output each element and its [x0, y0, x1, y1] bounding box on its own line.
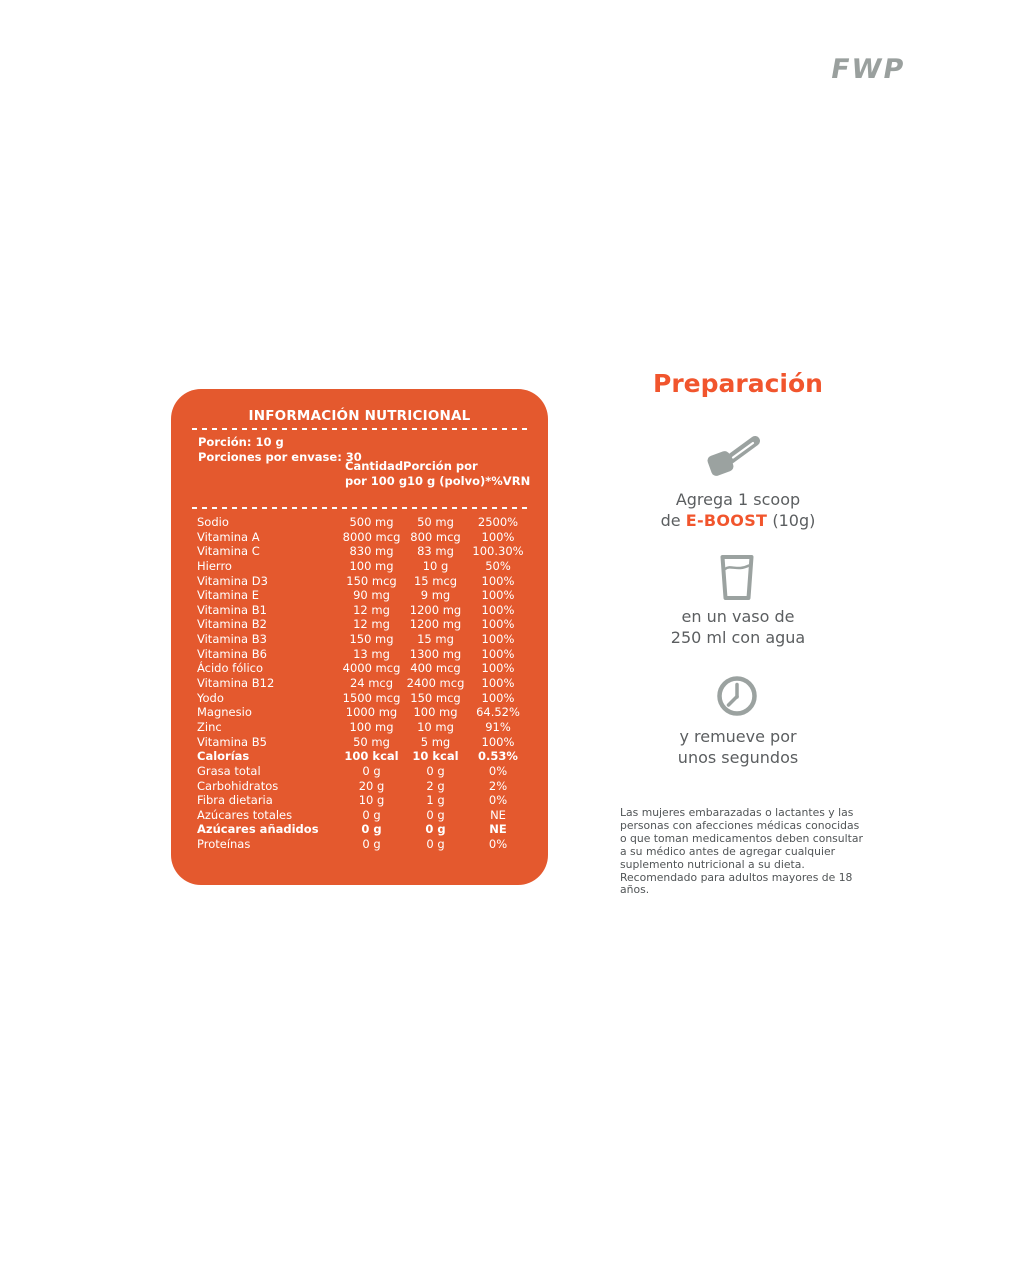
amount-per-portion: 1 g — [426, 793, 445, 808]
percent-vrn: 100% — [481, 734, 515, 749]
table-row — [171, 647, 548, 662]
table-row — [171, 749, 548, 764]
percent-vrn: NE — [489, 822, 507, 837]
step2-line1: en un vaso de — [681, 607, 795, 626]
scoop-icon — [706, 430, 764, 484]
brand-logo: FWP — [828, 54, 908, 85]
amount-per-100g: 24 mcg — [349, 676, 394, 691]
amount-per-100g: 90 mg — [353, 588, 390, 603]
amount-per-100g: 0 g — [362, 837, 381, 852]
amount-per-100g: 50 mg — [353, 734, 390, 749]
table-row — [171, 559, 548, 574]
table-row — [171, 617, 548, 632]
amount-per-portion: 2 g — [426, 778, 445, 793]
amount-per-100g: 100 mg — [349, 558, 394, 573]
amount-per-100g: 100 mg — [349, 719, 394, 734]
nutrition-panel — [171, 389, 548, 885]
amount-per-portion: 5 mg — [420, 734, 451, 749]
amount-per-100g: 8000 mcg — [342, 529, 401, 544]
percent-vrn: 100% — [481, 617, 515, 632]
nutrient-name: Vitamina B5 — [197, 734, 267, 749]
percent-vrn: 100.30% — [472, 544, 524, 559]
table-column-headers — [345, 459, 530, 489]
step3-line1: y remueve por — [679, 727, 797, 746]
nutrient-name: Vitamina A — [197, 529, 260, 544]
table-row — [171, 822, 548, 837]
column-header-line2: por 100 g10 g (polvo)*%VRN — [345, 474, 531, 488]
amount-per-100g: 1000 mg — [345, 705, 398, 720]
amount-per-100g: 150 mg — [349, 632, 394, 647]
amount-per-100g: 830 mg — [349, 544, 394, 559]
dashed-divider-bottom — [192, 507, 527, 509]
nutrient-name: Magnesio — [197, 705, 252, 720]
table-row — [171, 793, 548, 808]
column-header-line1: CantidadPorción por — [345, 459, 478, 473]
table-row — [171, 588, 548, 603]
amount-per-100g: 13 mg — [353, 646, 390, 661]
nutrient-name: Vitamina B6 — [197, 646, 267, 661]
table-row — [171, 661, 548, 676]
amount-per-portion: 9 mg — [420, 588, 451, 603]
amount-per-portion: 1200 mg — [409, 617, 462, 632]
amount-per-100g: 12 mg — [353, 602, 390, 617]
step1-line2-prefix: de — [660, 510, 686, 530]
table-row — [171, 808, 548, 823]
step1-line2 — [620, 511, 856, 532]
nutrient-name: Proteínas — [197, 837, 251, 852]
nutrient-name: Zinc — [197, 719, 222, 734]
amount-per-portion: 100 mg — [413, 705, 458, 720]
amount-per-portion: 0 g — [426, 837, 445, 852]
nutrient-name: Sodio — [197, 515, 229, 529]
disclaimer-text: Las mujeres embarazadas o lactantes y las personas con afecciones médicas conocidas o que toman medicamentos deben consultar a su médico antes de agregar cualquier suplemento nutricional a su dieta. Recomendado para adultos mayores de 18 años. — [620, 806, 863, 897]
table-row — [171, 530, 548, 545]
step3-line2: unos segundos — [677, 747, 799, 767]
percent-vrn: 100% — [481, 646, 515, 661]
percent-vrn: 0.53% — [478, 749, 518, 764]
nutrient-name: Fibra dietaria — [197, 793, 273, 808]
amount-per-portion: 0 g — [426, 807, 445, 822]
table-row — [171, 544, 548, 559]
glass-icon — [719, 554, 755, 605]
nutrient-name: Carbohidratos — [197, 778, 279, 793]
amount-per-100g: 4000 mcg — [342, 661, 401, 676]
step2-line2: 250 ml con agua — [670, 627, 806, 647]
amount-per-100g: 100 kcal — [344, 749, 399, 764]
amount-per-portion: 0 g — [425, 822, 446, 837]
percent-vrn: 2% — [488, 778, 508, 793]
percent-vrn: 91% — [485, 719, 511, 734]
amount-per-100g: 0 g — [362, 807, 381, 822]
table-row — [171, 764, 548, 779]
amount-per-portion: 150 mcg — [410, 690, 461, 705]
nutrient-name: Vitamina B2 — [197, 617, 267, 632]
amount-per-portion: 800 mcg — [410, 529, 461, 544]
brand-name: E-BOOST — [685, 510, 768, 530]
percent-vrn: 2500% — [477, 515, 519, 529]
amount-per-portion: 0 g — [426, 763, 445, 778]
amount-per-portion: 10 g — [422, 558, 449, 573]
nutrient-name: Vitamina B3 — [197, 632, 267, 647]
amount-per-100g: 0 g — [362, 763, 381, 778]
amount-per-100g: 500 mg — [349, 515, 394, 529]
dashed-divider-top — [192, 428, 527, 430]
amount-per-portion: 10 mg — [417, 719, 454, 734]
step1-line1: Agrega 1 scoop — [675, 490, 801, 509]
percent-vrn: 64.52% — [476, 705, 520, 720]
percent-vrn: 100% — [481, 690, 515, 705]
amount-per-100g: 0 g — [361, 822, 382, 837]
nutrient-name: Vitamina E — [197, 588, 260, 603]
preparation-heading: Preparación — [653, 369, 823, 398]
percent-vrn: 100% — [481, 661, 515, 676]
percent-vrn: 100% — [481, 676, 515, 691]
amount-per-100g: 12 mg — [353, 617, 390, 632]
amount-per-portion: 1200 mg — [409, 602, 462, 617]
amount-per-100g: 20 g — [358, 778, 385, 793]
nutrient-name: Vitamina B12 — [197, 676, 275, 691]
clock-icon — [715, 674, 759, 722]
nutrient-name: Grasa total — [197, 763, 261, 778]
nutrient-name: Azúcares añadidos — [197, 822, 319, 837]
nutrient-name: Calorías — [197, 749, 250, 764]
percent-vrn: NE — [490, 807, 506, 822]
table-row — [171, 837, 548, 852]
table-row — [171, 603, 548, 618]
amount-per-100g: 1500 mcg — [342, 690, 401, 705]
servings-per-container: Porciones por envase: 30 — [198, 449, 362, 464]
table-row — [171, 574, 548, 589]
percent-vrn: 0% — [488, 793, 508, 808]
percent-vrn: 100% — [481, 588, 515, 603]
table-row — [171, 735, 548, 750]
amount-per-portion: 2400 mcg — [406, 676, 465, 691]
amount-per-100g: 150 mcg — [346, 573, 397, 588]
amount-per-100g: 10 g — [358, 793, 385, 808]
percent-vrn: 100% — [481, 529, 515, 544]
preparation-step-1 — [620, 490, 856, 531]
serving-info — [198, 435, 362, 464]
nutrient-name: Vitamina C — [197, 544, 260, 559]
amount-per-portion: 10 kcal — [412, 749, 459, 764]
nutrient-name: Ácido fólico — [197, 661, 264, 676]
table-row — [171, 632, 548, 647]
nutrition-table — [171, 515, 548, 852]
preparation-step-2 — [620, 607, 856, 648]
percent-vrn: 100% — [481, 632, 515, 647]
amount-per-portion: 15 mcg — [413, 573, 458, 588]
preparation-step-3 — [620, 727, 856, 768]
nutrient-name: Vitamina B1 — [197, 602, 267, 617]
percent-vrn: 50% — [485, 558, 511, 573]
nutrient-name: Vitamina D3 — [197, 573, 268, 588]
amount-per-portion: 15 mg — [417, 632, 454, 647]
table-row — [171, 779, 548, 794]
nutrient-name: Yodo — [197, 690, 224, 705]
table-row — [171, 515, 548, 530]
nutrient-name: Hierro — [197, 558, 232, 573]
nutrition-panel-title: INFORMACIÓN NUTRICIONAL — [248, 408, 471, 424]
table-row — [171, 691, 548, 706]
table-row — [171, 676, 548, 691]
amount-per-portion: 400 mcg — [410, 661, 461, 676]
amount-per-portion: 1300 mg — [409, 646, 462, 661]
serving-size: Porción: 10 g — [198, 435, 284, 449]
table-row — [171, 720, 548, 735]
nutrient-name: Azúcares totales — [197, 807, 293, 822]
percent-vrn: 100% — [481, 602, 515, 617]
percent-vrn: 100% — [481, 573, 515, 588]
amount-per-portion: 50 mg — [417, 515, 454, 529]
table-row — [171, 705, 548, 720]
step1-line2-suffix: (10g) — [767, 510, 816, 530]
percent-vrn: 0% — [488, 763, 508, 778]
amount-per-portion: 83 mg — [417, 544, 454, 559]
percent-vrn: 0% — [488, 837, 508, 852]
